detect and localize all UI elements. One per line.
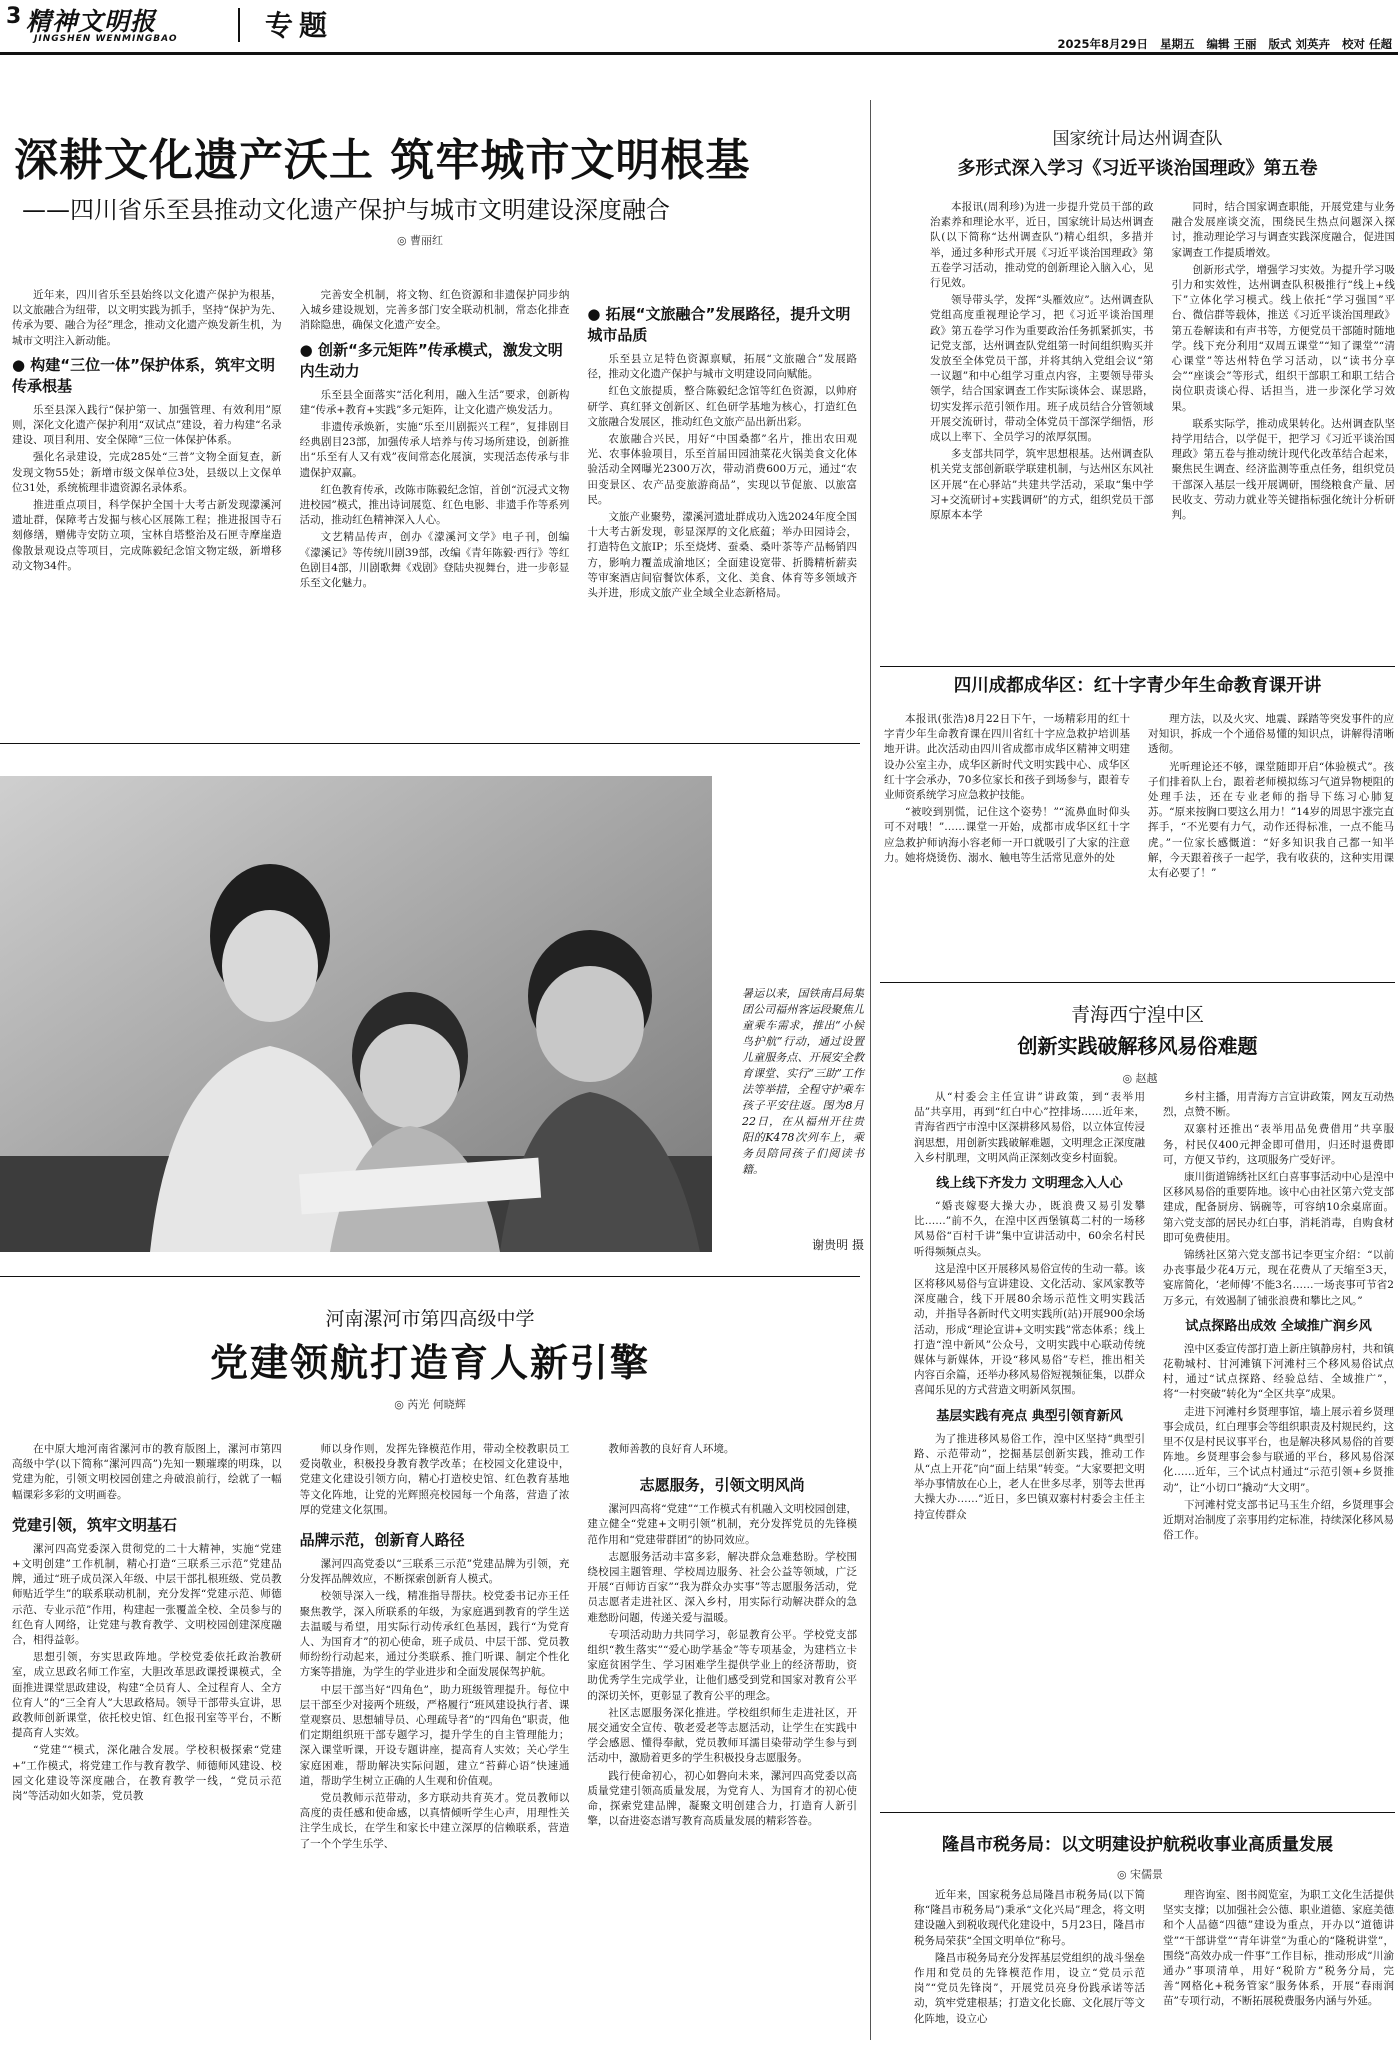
lead-heading-2: ● 创新“多元矩阵”传承模式，激发文明内生动力: [299, 340, 563, 380]
paragraph: 双寨村还推出“表举用品免费借用”共享服务，村民仅400元押金即可借用，归还时退费即可，方便又节约，这项服务广受好评。: [1163, 1123, 1394, 1166]
paragraph: 漯河四高党委以“三联系三示范”党建品牌为引领，充分发挥品牌效应，不断探索创新育人模式。: [299, 1558, 570, 1586]
tax-title: 隆昌市税务局：以文明建设护航税收事业高质量发展: [942, 1835, 1333, 1855]
paragraph: 漯河四高党委深入贯彻党的二十大精神，实施“党建+文明创建”工作机制，精心打造“三联系三示范”党建品牌，通过“班子成员深入年级、中层干部扎根班级、党员教师贴近学生”的联系联动机制，充分发挥“党建示范、师德示范、专业示范”作用，构建起一张覆盖全校、全员参与的红色育人网络，让党建与教育教学、文明校园创建深度融合，相得益彰。: [12, 1542, 282, 1647]
photo-bottom-rule: [0, 1276, 860, 1277]
paragraph: 乐至县全面落实“活化利用，融入生活”要求，创新构建“传承+教育+实践”多元矩阵，让文化遗产焕发活力。: [299, 388, 570, 416]
hn-body: [12, 1442, 857, 2042]
issue-date: 2025年8月29日: [1057, 37, 1148, 51]
paragraph: 校领导深入一线，精准指导帮扶。校党委书记亦王任聚焦教学，深入所联系的年级，为家庭遇到教育的学生送去温暖与希望，用实际行动传承红色基因，践行“为党育人、为国育才”的初心使命，班子成员、中层干部、党员教师纷纷行动起来，通过分类联系、推门听课、制定个性化方案等措施，为学生的学业进步和全面发展保驾护航。: [299, 1590, 570, 1679]
hn-heading-2: 品牌示范，创新育人路径: [299, 1531, 465, 1550]
hn-kicker: 河南漯河市第四高级中学: [325, 1308, 535, 1330]
hn-heading-3: 志愿服务，引领文明风尚: [639, 1476, 805, 1495]
paragraph: 社区志愿服务深化推进。学校组织师生走进社区，开展交通安全宣传、敬老爱老等志愿活动，让学生在实践中学会感恩、懂得奉献，党员教师耳濡目染带动学生参与到活动中，激励着更多的学生积极投身志愿服务。: [587, 1706, 858, 1765]
lead-col-2: [300, 288, 570, 730]
paragraph: 理方法，以及火灾、地震、踩踏等突发事件的应对知识，拆成一个个通俗易懂的知识点，讲解得清晰透彻。: [1148, 713, 1394, 756]
red-col-right: [1148, 712, 1394, 960]
paragraph: 湟中区委宣传部打造上新庄镇静房村，共和镇花勒城村、甘河滩镇下河滩村三个移风易俗试点村，通过“试点探路、经验总结、全域推广”，将“一村突破”转化为“全区共享”成果。: [1163, 1342, 1394, 1401]
paragraph: 近年来，国家税务总局隆昌市税务局(以下简称“隆昌市税务局”)秉承“文化兴局”理念，将文明建设融入到税收现代化建设中，5月23日，隆昌市税务局荣获“全国文明单位”称号。: [914, 1889, 1145, 1947]
paragraph: 锦绣社区第六党支部书记李更宝介绍：“以前办丧事最少花4万元，现在花费从了天缩至3天，宴席简化，‘老师傅’不能3名……一场丧事可节省2万多元，有效遏制了铺张浪费和攀比之风。”: [1163, 1249, 1394, 1307]
paragraph: 光听理论还不够，课堂随即开启“体验模式”。孩子们排着队上台，跟着老师模拟练习气道异物梗阻的处理手法，还在专业老师的指导下练习心肺复苏。“原来按胸口要这么用力！”14岁的周思宇涨完直挥手，“不光要有力气，动作还得标准，一点不能马虎。”一位家长感慨道：“好多知识我自己都一知半解，今天跟着孩子一起学，我有收获的，这种实用课太有必要了！”: [1148, 760, 1394, 880]
hn-title: 党建领航打造育人新引擎: [209, 1341, 650, 1385]
page-number: 3: [6, 4, 22, 29]
hn-col-1: [12, 1442, 282, 2042]
qh-heading-3: 试点探路出成效 全域推广润乡风: [1185, 1318, 1372, 1334]
hn-intro: [12, 1442, 282, 1503]
tax-author-name: 宋儒景: [1130, 1868, 1164, 1881]
editor-credit: 编辑 王丽: [1206, 37, 1257, 51]
qh-right-1: [1163, 1090, 1394, 1309]
paragraph: 从“村委会主任宣讲”讲政策，到“表举用品”共享用，再到“红白中心”控排场……近年来，青海省西宁市湟中区深耕移风易俗，以立体宣传浸润思想，用创新实践破解难题，文明理念正深度融入乡村肌理，文明风尚正深刻改变乡村面貌。: [914, 1091, 1145, 1164]
lead-body: [12, 288, 857, 730]
lead-bottom-rule: [0, 743, 860, 744]
paragraph: 本报讯(张浩)8月22日下午，一场精彩用的红十字青少年生命教育课在四川省红十字应急救护培训基地开讲。此次活动由四川省成都市成华区精神文明建设办公室主办，成华区新时代文明实践中心、成华区红十字会承办，70多位家长和孩子到场参与，跟着专业师资系统学习应急救护技能。: [884, 713, 1130, 802]
hn-col-3: [587, 1442, 857, 2042]
paragraph: “党建”“模式，深化融合发展。学校积极探索“党建+”工作模式，将党建工作与教育教学、师德师风建设、校园文化建设等深度融合，在教育教学一线，“党员示范岗”等活动如火如荼，党员教: [12, 1744, 282, 1803]
paragraph: 强化名录建设，完成285处“三普”文物全面复查，新发现文物55处；新增市级文保单位3处，县级以上文保单位31处，系统梳理非遗资源名录体系。: [12, 451, 282, 494]
paragraph: 文艺精品传声，创办《濛溪河文学》电子刊，创编《濛溪记》等传统川剧39部，改编《青年陈毅·西行》等红色剧目4部，川剧歌舞《戏剧》登陆央视舞台，进一步彰显乐至文化魅力。: [299, 531, 570, 590]
hn-col2-body: [300, 1557, 570, 1852]
paragraph: 红色文旅提质，整合陈毅纪念馆等红色资源，以帅府研学、真红驿文创新区、红色研学基地为核心，打造红色文旅融合发展区，推动红色文旅产品出新出彩。: [587, 385, 858, 428]
paragraph: 党员教师示范带动，多方联动共育英才。党员教师以高度的责任感和使命感，以真情倾听学生心声，用理性关注学生成长，在学生和家长中建立深厚的信赖联系，营造了一个个学生乐学、: [299, 1792, 570, 1850]
newspaper-logo: 精神文明报: [26, 7, 157, 36]
news-photo: [0, 776, 712, 1252]
red-top-rule: [880, 666, 1395, 667]
paragraph: 创新形式学，增强学习实效。为提升学习吸引力和实效性，达州调查队积极推行“线上+线下”立体化学习模式。线上依托“学习强国”平台、微信群等载体，推送《习近平谈治国理政》第五卷解读和有声书等，方便党员干部随时随地学。线下充分利用“双周五课堂”“知了课堂”“清心课堂”等达州特色学习活动，以“读书分享会”“座谈会”等形式，组织干部职工和职工结合岗位职责谈心得、话担当，进一步深化学习效果。: [1171, 263, 1395, 413]
lead-col-1: [12, 288, 282, 730]
paragraph: 师以身作则，发挥先锋模范作用，带动全校教职员工爱岗敬业，积极投身教育教学改革；在校园文化建设中，党建文化建设引领方向，精心打造校史馆、红色教育基地等文化阵地，让党的光辉照亮校园每一个角落，营造了浓厚的党建文化氛围。: [299, 1443, 570, 1516]
qh-col-right: [1163, 1090, 1394, 1804]
paragraph: 思想引领，夯实思政阵地。学校党委依托政治教研室，成立思政名师工作室，大胆改革思政课授课模式，全面推进课堂思政建设，构建“全员育人、全过程育人、全方位育人”的“三全育人”大思政格局。领导干部带头宣讲，思政教师创新课堂，依托校史馆、红色报刊室等平台，不断提高育人实效。: [12, 1651, 282, 1740]
author-icon: ◎: [394, 1398, 408, 1411]
hn-author-name: 芮光 何晓辉: [407, 1398, 466, 1411]
paragraph: 中层干部当好“四角色”，助力班级管理提升。每位中层干部至少对接两个班级，严格履行“班风建设执行者、课堂观察员、思想辅导员、心理疏导者”的“四角色”职责，他们定期组织班干部专题学习，提升学生的自主管理能力；深入课堂听课，开设专题讲座，提高育人实效；关心学生家庭困难，帮助解决实际问题，建立“苔藓心语”快速通道，帮助学生树立正确的人生观和价值观。: [299, 1683, 570, 1787]
red-col-left: [884, 712, 1130, 960]
qh-author: [1060, 1070, 1220, 1086]
paragraph: 领导带头学，发挥“头雁效应”。达州调查队党组高度重视理论学习，把《习近平谈治国理政》第五卷学习作为重要政治任务抓紧抓实，书记党支部，达州调查队党组第一时间组织购买并发放至全体党员干部，并将其纳入党组会议“第一议题”和中心组学习重点内容，主要领导带头领学，结合国家调查工作实际谈体会、谋思路，切实发挥示范引领作用。班子成员结合分管领域开展交流研讨，带动全体党员干部深学细悟，形成以上率下、全员学习的浓厚氛围。: [930, 294, 1154, 444]
lead-col-3: [587, 288, 857, 730]
paragraph: 多支部共同学，筑牢思想根基。达州调查队机关党支部创新联学联建机制，与达州区东风社区开展“在心驿站”共建共学活动，采取“集中学习+交流研讨+实践调研”的方式，组织党员干部原原本本学: [930, 448, 1154, 522]
photo-caption: 暑运以来，国铁南昌局集团公司福州客运段聚焦儿童乘车需求，推出“小候鸟护航”行动，通过设置儿童服务点、开展安全教育课堂、实行“三助”工作法等举措，全程守护乘车孩子平安往返。图为8月22日，在从福州开往贵阳的K478次列车上，乘务员陪同孩子们阅读书籍。: [742, 987, 864, 1176]
lead-col3-body: [587, 352, 857, 601]
paragraph: 漯河四高将“党建”“工作模式有机融入文明校园创建，建立健全“党建+文明引领”机制，充分发挥党员的先锋模范作用和“党建带群团”的协同效应。: [587, 1503, 858, 1546]
paragraph: “婚丧嫁娶大操大办，既浪费又易引发攀比……”前不久，在湟中区西堡镇葛二村的一场移风易俗“百村千讲”集中宣讲活动中，60余名村民听得频频点头。: [914, 1200, 1145, 1258]
stat-body: [930, 200, 1395, 662]
lead-title: 深耕文化遗产沃土 筑牢城市文明根基: [14, 135, 751, 186]
paragraph: 本报讯(周利珍)为进一步提升党员干部的政治素养和理论水平，近日，国家统计局达州调查队(以下简称“达州调查队”)精心组织，多措并举，通过多种形式开展《习近平谈治国理政》第五卷学习活动，推动党的创新理论入脑入心，见行见效。: [930, 201, 1154, 290]
paragraph: 教师善教的良好育人环境。: [608, 1443, 735, 1455]
tax-col-left: [914, 1888, 1145, 2042]
red-body: [884, 712, 1394, 960]
lead-col2-body: [300, 388, 570, 592]
paragraph: 推进重点项目，科学保护全国十大考古新发现濛溪河遗址群，保障考古发掘与核心区展陈工程；推进报国寺石刻修缮，赠佛寺安防立项，宝林自塔整治及石匣寺摩崖造像散景观设点等项目，完成陈毅纪念馆文物定级，新增移动文物34件。: [12, 499, 282, 572]
paragraph: 隆昌市税务局充分发挥基层党组织的战斗堡垒作用和党员的先锋模范作用，设立“党员示范岗”“党员先锋岗”，开展党员亮身份践承诺等活动，筑牢党建根基；打造文化长廊、文化展厅等文化阵地，设立心: [914, 1951, 1145, 2025]
qh-title: 创新实践破解移风易俗难题: [1017, 1034, 1258, 1058]
paragraph: 乡村主播，用青海方言宣讲政策，网友互动热烈，点赞不断。: [1163, 1091, 1394, 1119]
issue-weekday: 星期五: [1159, 37, 1195, 51]
lead-col1-intro: [12, 288, 282, 349]
lead-author: [320, 232, 520, 248]
hn-col3-body: [587, 1502, 857, 1829]
tax-top-rule: [880, 1812, 1395, 1813]
section-divider: [238, 8, 240, 42]
lead-col2-intro: [300, 288, 570, 334]
column-divider: [870, 100, 871, 2040]
lead-col1-body: [12, 403, 282, 574]
paragraph: 联系实际学，推动成果转化。达州调查队坚持学用结合，以学促干，把学习《习近平谈治国理政》第五卷与推动统计现代化改革结合起来，聚焦民生调查、经济监测等重点任务，组织党员干部深入基层一线开展调研，围绕粮食产量、居民收支、劳动力就业等关键指标强化统计分析研判。: [1171, 417, 1395, 522]
hn-col-2: [300, 1442, 570, 2042]
paragraph: “被咬到别慌，记住这个姿势！”“流鼻血时仰头可不对哦！”……课堂一开始，成都市成华区红十字应急救护师讷海小容老师一开口就吸引了大家的注意力。她将烧烫伤、溺水、触电等生活常见意外的处: [884, 806, 1130, 864]
paragraph: 践行使命初心，初心如磐向未来，漯河四高党委以高质量党建引领高质量发展，为党育人、为国育才的初心使命，探索党建品牌，凝聚文明创建合力，打造育人新引擎，以奋进姿态谱写教育高质量发展的精彩答卷。: [587, 1769, 858, 1828]
qh-heading-2: 基层实践有亮点 典型引领育新风: [936, 1408, 1123, 1424]
paragraph: 文旅产业聚势，濛溪河遗址群成功入选2024年度全国十大考古新发现，彰显深厚的文化底蕴；举办田园诗会，打造特色文旅IP；乐至烧烤、蚕桑、桑叶茶等产品畅销四方，影响力覆盖成渝地区；全面建设宽带、折腾精析薪卖等审案酒店间宿餐饮体系，文化、美食、体育等多领域齐头并进，形成文旅产业全域全业态新格局。: [587, 511, 858, 600]
qh-kicker: 青海西宁湟中区: [1070, 1004, 1204, 1026]
qh-col-left: [914, 1090, 1145, 1804]
paragraph: 乐至县立足特色资源禀赋，拓展“文旅融合”发展路径，推动文化遗产保护与城市文明建设同向赋能。: [587, 353, 858, 381]
qh-intro: [914, 1090, 1145, 1166]
lead-heading-1: ● 构建“三位一体”保护体系，筑牢文明传承根基: [12, 355, 276, 395]
qh-body: [914, 1090, 1394, 1804]
hn-col3-intro: [587, 1442, 857, 1457]
paragraph: 农旅融合兴民，用好“中国桑都”名片，推出农田观光、农事体验项目，乐至首届田园油菜花火锅美食文化体验活动全网曝光2300万次，带动消费600万元，通过“农田变景区、农产品变旅游商品”，实现以节促旅、以旅富民。: [587, 433, 858, 506]
stat-kicker: 国家统计局达州调查队: [1052, 129, 1223, 149]
section-name: 专题: [265, 9, 334, 42]
paragraph: 为了推进移风易俗工作，湟中区坚持“典型引路、示范带动”，挖掘基层创新实践，推动工作从“点上开花”向“面上结果”转变。“大家要把文明举办事情放在心上，老人在世多尽孝，别等去世再大操大办……”近日，多巴镇双寨村村委会主任主持宣传群众: [914, 1432, 1145, 1521]
author-icon: ◎: [396, 234, 411, 247]
tax-col-right: [1163, 1888, 1394, 2042]
lead-heading-3: ● 拓展“文旅融合”发展路径，提升文明城市品质: [587, 305, 851, 344]
qh-heading-1: 线上线下齐发力 文明理念入人心: [936, 1176, 1123, 1192]
qh-author-name: 赵越: [1135, 1072, 1158, 1085]
hn-author: [330, 1396, 530, 1412]
proof-credit: 校对 任超: [1341, 37, 1392, 51]
paragraph: 完善安全机制，将文物、红色资源和非遗保护同步纳入城乡建设规划，完善多部门安全联动机制，常态化排查消除隐患，确保文化遗产安全。: [299, 289, 570, 332]
paragraph: 专项活动助力共同学习，彰显教育公平。学校党支部组织“教生落实”“爱心助学基金”等专项基金，为建档立卡家庭贫困学生、学习困难学生提供学业上的经济帮助，资助优秀学生完成学业，让他们感受到党和国家对教育公平的深切关怀，更彰显了教育公平的理念。: [587, 1628, 858, 1702]
masthead-rule: [0, 52, 1398, 55]
paragraph: 理咨询室、图书阅览室，为职工文化生活提供坚实支撑；以加强社会公德、职业道德、家庭美德和个人品德“四德”建设为重点，开办以“道德讲堂”“干部讲堂”“青年讲堂”为重心的“隆税讲堂”，围绕“高效办成一件事”工作目标，推动形成“川渝通办”事项清单，用好“税阶方”税务分局，完善“网格化+税务管家”服务体系，开展“春雨润苗”专项行动，不断拓展税费服务内涵与外延。: [1163, 1889, 1394, 2008]
author-icon: ◎: [1116, 1868, 1131, 1881]
masthead-info: [1057, 36, 1392, 52]
photo-illustration: [0, 776, 712, 1252]
paragraph: 近年来，四川省乐至县始终以文化遗产保护为根基，以文旅融合为纽带，以文明实践为抓手，坚持“保护为先、传承为要、融合为径”理念，推动文化遗产焕发新生机，为城市文明注入新动能。: [12, 289, 282, 347]
tax-author: [1060, 1866, 1220, 1882]
red-title: 四川成都成华区：红十字青少年生命教育课开讲: [953, 676, 1322, 696]
paragraph: 走进下河滩村乡贤理事馆，墙上展示着乡贤理事会成员，红白理事会等组织职责及村规民约，这里不仅是村民议事平台，也是解决移风易俗的首要阵地。乡贤理事会参与联通的平台，移风易俗深化……近年，三个试点村通过“示范引领+乡贤推动”，让“小切口”撬动“大文明”。: [1163, 1405, 1394, 1494]
paragraph: 红色教育传承，改陈市陈毅纪念馆，首创“沉浸式文物进校园”模式，推出诗词展览、红色电影、非遗手作等系列活动，推动红色精神深入人心。: [299, 483, 570, 527]
author-icon: ◎: [1122, 1072, 1136, 1085]
paragraph: 在中原大地河南省漯河市的教育版图上，漯河市第四高级中学(以下简称“漯河四高”)先知一颗璀璨的明珠，以党建为舵，引领文明校园创建之舟破浪前行，绘就了一幅幅课彩多彩的文明画卷。: [12, 1443, 282, 1501]
qh-left-2: [914, 1432, 1145, 1523]
paragraph: 非遗传承焕新，实施“乐至川剧振兴工程”，复排剧目经典剧目23部，加强传承人培养与传习场所建设，创新推出“乐至有人又有戏”夜间常态化展演，实现活态传承与非遗保护双赢。: [299, 421, 570, 479]
logo-pinyin: JINGSHEN WENMINGBAO: [34, 34, 178, 44]
photo-credit: 谢贵明 摄: [812, 1238, 864, 1252]
stat-col-left: [930, 200, 1154, 662]
lead-subtitle: ——四川省乐至县推动文化遗产保护与城市文明建设深度融合: [22, 196, 670, 224]
paragraph: 同时，结合国家调查职能，开展党建与业务融合发展座谈交流，围绕民生热点问题深入探讨，推动理论学习与调查实践深度融合，促进国家调查工作提质增效。: [1171, 201, 1395, 259]
hn-col1-body: [12, 1542, 282, 1804]
paragraph: 志愿服务活动丰富多彩，解决群众急难愁盼。学校围绕校园主题管理、学校周边服务、社会公益等领域，广泛开展“百师访百家”“我为群众办实事”等志愿服务活动，党员志愿者走进社区、深入乡村，用实际行动解决群众的急难愁盼问题，传递关爱与温暖。: [587, 1550, 858, 1624]
paragraph: 这是湟中区开展移风易俗宣传的生动一幕。该区将移风易俗与宣讲建设、文化活动、家风家教等深度融合，线下开展80余场示范性文明实践活动，并指导各新时代文明实践所(站)开展900余场活动，形成“理论宣讲+文明实践”常态体系；线上打造“湟中新风”公众号，文明实践中心联动传统媒体与新媒体，开设“移风易俗”专栏，推出相关内容百余篇，还举办移风易俗短视频征集，以群众喜闻乐见的方式营造文明新风氛围。: [914, 1262, 1145, 1397]
layout-credit: 版式 刘英卉: [1268, 37, 1330, 51]
paragraph: 下河滩村党支部书记马玉生介绍，乡贤理事会近期对冶制度了亲事用约定标准，持续深化移风易俗工作。: [1163, 1498, 1394, 1542]
tax-body: [914, 1888, 1394, 2042]
paragraph: 乐至县深入践行“保护第一、加强管理、有效利用”原则，深化文化遗产保护利用“双试点”建设，着力构建“名录建设、项目利用、安全保障”三位一体保护体系。: [12, 403, 282, 447]
lead-author-name: 曹丽红: [410, 234, 444, 247]
stat-col-right: [1172, 200, 1396, 662]
qh-right-2: [1163, 1342, 1394, 1544]
stat-title: 多形式深入学习《习近平谈治国理政》第五卷: [957, 158, 1318, 179]
paragraph: 康川街道锦绣社区红白喜事事活动中心是湟中区移风易俗的重要阵地。该中心由社区第六党支部建成，配备厨房、锅碗等，可容纳10余桌席面。第六党支部的居民办红白事，消耗消毒，自购食材即可免费使用。: [1163, 1171, 1394, 1244]
hn-col2-intro: [300, 1442, 570, 1518]
hn-heading-1: 党建引领，筑牢文明基石: [12, 1515, 178, 1534]
qh-top-rule: [880, 982, 1395, 983]
qh-left-1: [914, 1199, 1145, 1399]
